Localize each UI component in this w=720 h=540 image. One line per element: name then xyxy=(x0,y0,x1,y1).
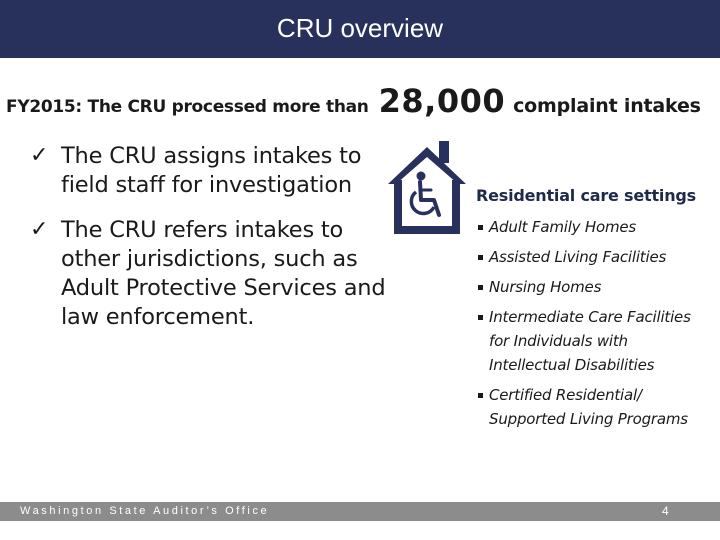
page-number: 4 xyxy=(662,504,669,518)
headline-tail: complaint intakes xyxy=(513,95,701,117)
checkmark-icon: ✓ xyxy=(30,217,49,242)
bullet-square-icon xyxy=(478,255,483,260)
residential-heading: Residential care settings xyxy=(476,186,696,205)
list-item xyxy=(478,305,710,377)
list-item-text: Assisted Living Facilities xyxy=(489,248,667,266)
list-item xyxy=(478,245,710,269)
footer-org: Washington State Auditor’s Office xyxy=(20,505,270,517)
list-item xyxy=(478,275,710,299)
title-bar xyxy=(0,0,720,58)
slide-title: CRU overview xyxy=(276,12,444,43)
bullet-square-icon xyxy=(478,393,483,398)
list-item xyxy=(478,215,710,239)
bullet-item xyxy=(30,216,400,332)
list-item-text: Intermediate Care Facilities for Individuals with Intellectual Disabilities xyxy=(489,308,691,374)
bullet-text: The CRU refers intakes to other jurisdictions, such as Adult Protective Services and law enforcement. xyxy=(61,217,386,330)
list-item-text: Adult Family Homes xyxy=(489,218,637,236)
headline-lead: FY2015: The CRU processed more than xyxy=(6,97,369,117)
bullet-item xyxy=(30,142,400,200)
bullet-list xyxy=(30,142,400,348)
list-item xyxy=(478,383,710,431)
checkmark-icon: ✓ xyxy=(30,143,49,168)
bullet-text: The CRU assigns intakes to field staff for investigation xyxy=(61,143,362,198)
house-wheelchair-icon xyxy=(386,138,468,234)
list-item-text: Nursing Homes xyxy=(489,278,602,296)
bullet-square-icon xyxy=(478,285,483,290)
residential-settings-list xyxy=(478,215,710,437)
bullet-square-icon xyxy=(478,315,483,320)
headline xyxy=(6,82,718,120)
bullet-square-icon xyxy=(478,225,483,230)
list-item-text: Certified Residential/ Supported Living Programs xyxy=(489,386,688,428)
headline-number: 28,000 xyxy=(378,82,506,120)
